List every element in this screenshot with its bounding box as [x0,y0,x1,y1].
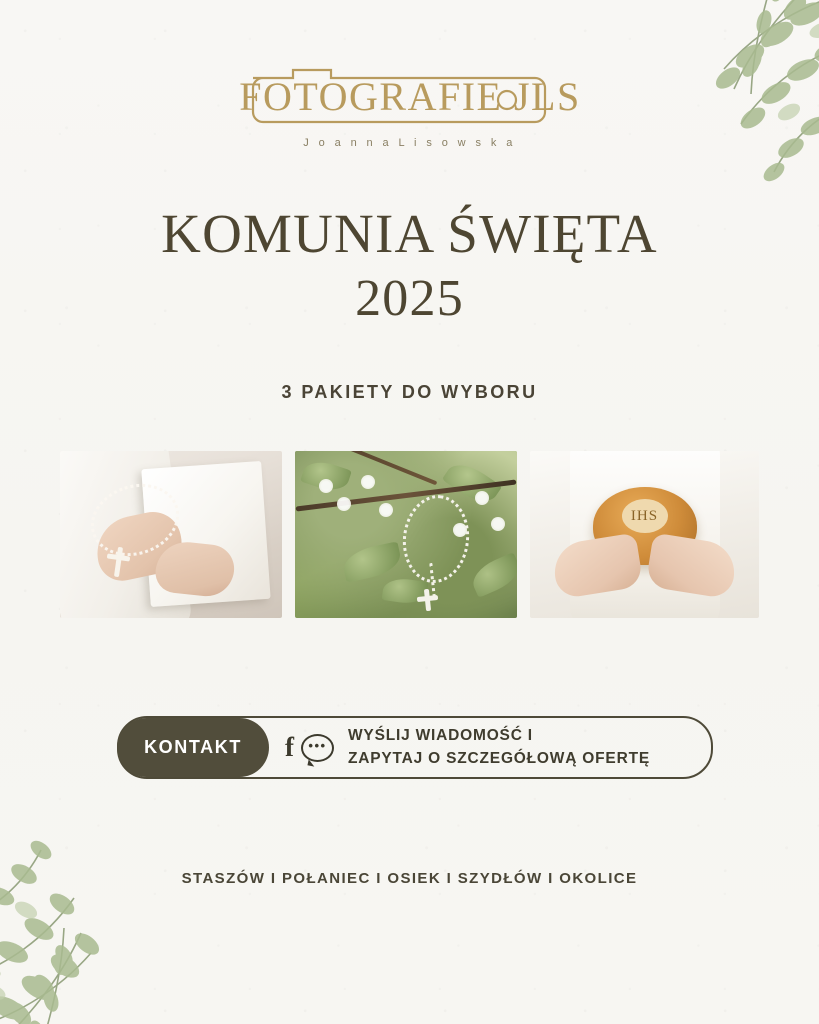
logo-subtitle: J o a n n a L i s o w s k a [303,137,516,149]
blossom-shape [379,503,393,517]
blossom-shape [319,479,333,493]
headline-line-2: 2025 [355,270,464,328]
footer-locations: STASZÓW I POŁANIEC I OSIEK I SZYDŁÓW I OKOLICE [181,870,638,887]
brand-logo [0,62,819,149]
facebook-icon[interactable]: f [285,732,294,762]
messenger-dots: ••• [308,738,327,753]
subheadline: 3 PAKIETY DO WYBORU [281,382,538,402]
photo-rosary-on-blossom-branch [295,451,517,618]
ihs-seal: IHS [622,499,668,533]
contact-message-line-1: WYŚLIJ WIADOMOŚĆ I [348,727,533,745]
social-icons[interactable] [283,734,334,762]
logo-wordmark [235,62,585,130]
blossom-shape [361,475,375,489]
photo-gallery [60,451,759,618]
contact-message [348,725,650,770]
blossom-shape [337,497,351,511]
blossom-shape [491,517,505,531]
page-title [0,200,819,331]
contact-message-line-2: ZAPYTAJ O SZCZEGÓŁOWĄ OFERTĘ [348,749,650,767]
blossom-shape [475,491,489,505]
kontakt-button[interactable]: KONTAKT [117,718,269,777]
contact-bar[interactable] [117,716,713,779]
messenger-chat-icon[interactable] [301,734,334,762]
camera-icon [235,62,585,130]
photo-hands-holding-prayer-book [60,451,282,618]
logo-text: FOTOGRAFIE JLS [238,74,581,119]
photo-hands-holding-communion-bread [530,451,759,618]
headline-line-1: KOMUNIA ŚWIĘTA [161,203,658,264]
